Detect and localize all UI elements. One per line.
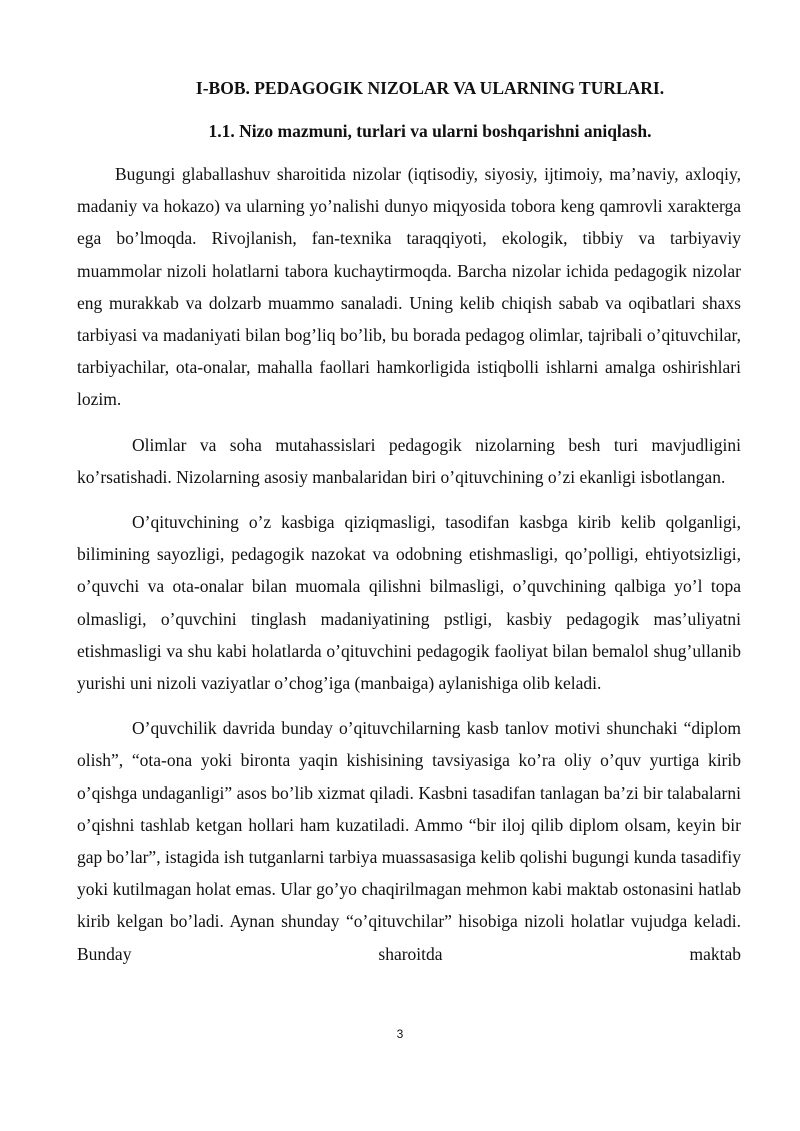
body-text	[77, 158, 741, 983]
paragraph-2: Olimlar va soha mutahassislari pedagogik nizolarning besh turi mavjudligini ko’rsatishadi. Nizolarning asosiy manbalaridan biri o’qituvchining o’zi ekanligi isbotlangan.	[77, 434, 741, 487]
paragraph-3: O’qituvchining o’z kasbiga qiziqmasligi, tasodifan kasbga kirib kelib qolganligi, bilimining sayozligi, pedagogik nazokat va odobning etishmasligi, qo’polligi, ehtiyotsizligi, o’quvchi va ota-onalar bilan muomala qilishni bilmasligi, o’quvchining qalbiga yo’l topa olmasligi, o’quvchini tinglash madaniyatining pstligi, kasbiy pedagogik mas’uliyatni etishmasligi va shu kabi holatlarda o’qituvchini pedagogik faoliyat bilan bemalol shug’ullanib yurishi uni nizoli vaziyatlar o’chog’iga (manbaiga) aylanishiga olib keladi.	[77, 512, 741, 694]
section-title: 1.1. Nizo mazmuni, turlari va ularni boshqarishni aniqlash.	[208, 121, 652, 141]
paragraph-4: O’quvchilik davrida bunday o’qituvchilarning kasb tanlov motivi shunchaki “diplom olish”, “ota-ona yoki bironta yaqin kishisining tavsiyasiga ko’ra oliy o’quv yurtiga kirib o’qishga undaganligi” asos bo’lib xizmat qiladi. Kasbni tasadifan tanlagan ba’zi bir talabalarni o’qishni tashlab ketgan hollari ham kuzatiladi. Ammo “bir iloj qilib diplom olsam, keyin bir gap bo’lar”, istagida ish tutganlarni tarbiya muassasasiga kelib qolishi bugungi kunda tasadifiy yoki kutilmagan holat emas. Ular go’yo chaqirilmagan mehmon kabi maktab ostonasini hatlab kirib kelgan bo’ladi. Aynan shunday “o’qituvchilar” hisobiga nizoli holatlar vujudga keladi. Bunday sharoitda maktab	[77, 718, 741, 964]
chapter-title: I-BOB. PEDAGOGIK NIZOLAR VA ULARNING TURLARI.	[195, 78, 665, 98]
page-number: 3	[396, 1027, 404, 1041]
paragraph-1: Bugungi glaballashuv sharoitida nizolar (iqtisodiy, siyosiy, ijtimoiy, ma’naviy, axloqiy, madaniy va hokazo) va ularning yo’nalishi dunyo miqyosida tobora keng qamrovli xarakterga ega bo’lmoqda. Rivojlanish, fan-texnika taraqqiyoti, ekologik, tibbiy va tarbiyaviy muammolar nizoli holatlarni tabora kuchaytirmoqda. Barcha nizolar ichida pedagogik nizolar eng murakkab va dolzarb muammo sanaladi. Uning kelib chiqish sabab va oqibatlari shaxs tarbiyasi va madaniyati bilan bog’liq bo’lib, bu borada pedagog olimlar, tajribali o’qituvchilar, tarbiyachilar, ota-onalar, mahalla faollari hamkorligida istiqbolli ishlarni amalga oshirishlari lozim.	[77, 164, 741, 410]
